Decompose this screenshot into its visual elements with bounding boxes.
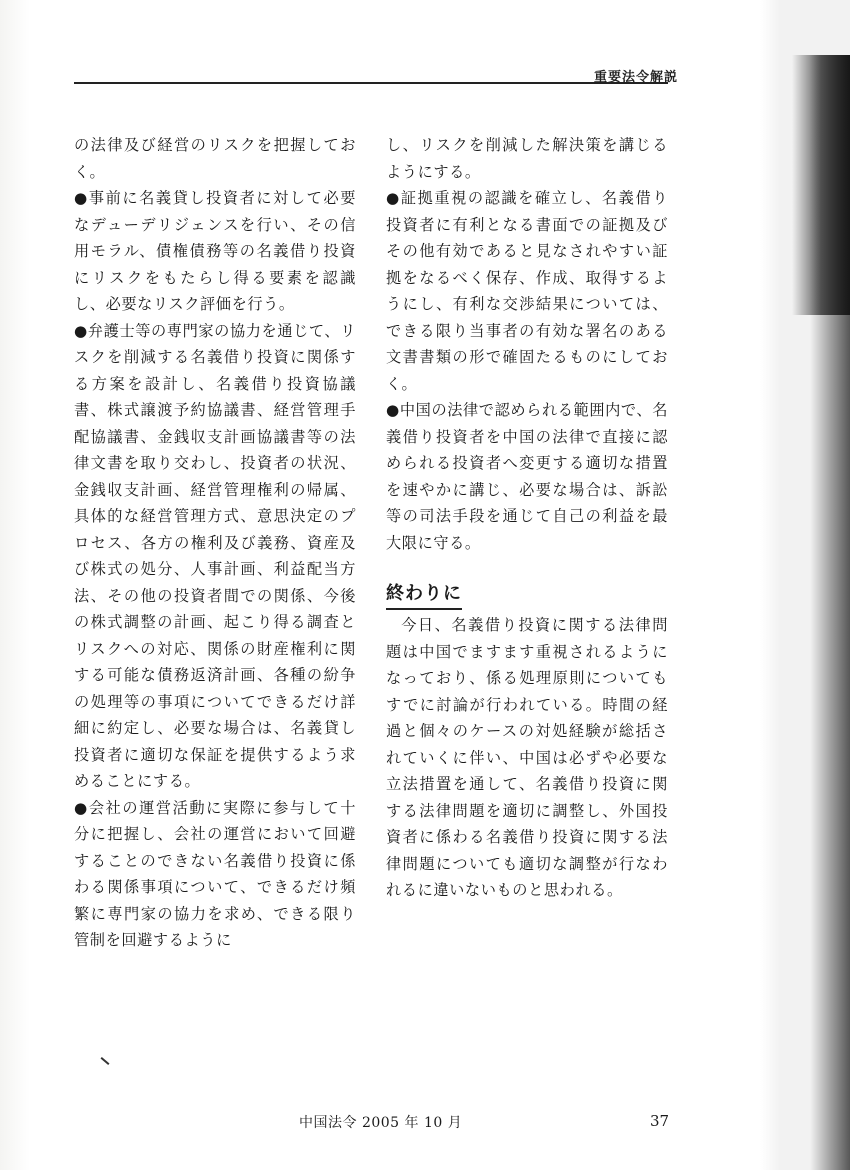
section-heading-conclusion: 終わりに: [386, 582, 462, 610]
right-column: [386, 132, 668, 904]
bullet-paragraph-evidence: ● 証拠重視の認識を確立し、名義借り投資者に有利となる書面での証拠及びその他有効であると見なされやすい証拠をなるべく保存、作成、取得するようにし、有利な交渉結果については、できる限り当事者の有効な署名のある文書書類の形で確固たるものにしておく。: [386, 185, 668, 397]
section-label: 重要法令解説: [594, 70, 679, 85]
bullet-paragraph-legal-conversion: ● 中国の法律で認められる範囲内で、名義借り投資者を中国の法律で直接に認められる投資者へ変更する適切な措置を速やかに講じ、必要な場合は、訴訟等の司法手段を通じて自己の利益を最大限に守る。: [386, 397, 668, 556]
bullet-paragraph-expert-cooperation: ● 弁護士等の専門家の協力を通じて、リスクを削減する名義借り投資に関係する方案を設計し、名義借り投資協議書、株式譲渡予約協議書、経営管理手配協議書、金銭収支計画協議書等の法律文書を取り交わし、投資者の状況、金銭収支計画、経営管理権利の帰属、具体的な経営管理方式、意思決定のプロセス、各方の権利及び義務、資産及び株式の処分、人事計画、利益配当方法、その他の投資者間での関係、今後の株式調整の計画、起こり得る調査とリスクへの対応、関係の財産権利に関する可能な債務返済計画、各種の紛争の処理等の事項についてできるだけ詳細に約定し、必要な場合は、名義貸し投資者に適切な保証を提供するよう求めることにする。: [74, 318, 356, 795]
page-number: 37: [650, 1112, 670, 1130]
scan-artifact-mark: [101, 1057, 110, 1065]
bullet-paragraph-company-operation: ● 会社の運営活動に実際に参与して十分に把握し、会社の運営において回避することのできない名義借り投資に係わる関係事項について、できるだけ頻繁に専門家の協力を求め、できる限り管制を回避するように: [74, 795, 356, 954]
conclusion-paragraph: 今日、名義借り投資に関する法律問題は中国でますます重視されるようになっており、係る処理原則についてもすでに討論が行われている。時間の経過と個々のケースの対処経験が総括されていくに伴い、中国は必ずや必要な立法措置を通して、名義借り投資に関する法律問題を適切に調整し、外国投資者に係わる名義借り投資に関する法律問題についても適切な調整が行なわれるに違いないものと思われる。: [386, 616, 668, 899]
bullet-paragraph-due-diligence: ● 事前に名義貸し投資者に対して必要なデューデリジェンスを行い、その信用モラル、債権債務等の名義借り投資にリスクをもたらし得る要素を認識し、必要なリスク評価を行う。: [74, 185, 356, 318]
paragraph-continued: の法律及び経営のリスクを把握しておく。: [74, 136, 356, 181]
paragraph-continued: し、リスクを削減した解決策を講じるようにする。: [386, 136, 668, 181]
left-column: [74, 132, 356, 954]
footer-publication: 中国法令 2005 年 10 月: [299, 1115, 463, 1131]
scan-edge-shadow-top: [792, 55, 850, 315]
header-rule: [74, 82, 668, 84]
